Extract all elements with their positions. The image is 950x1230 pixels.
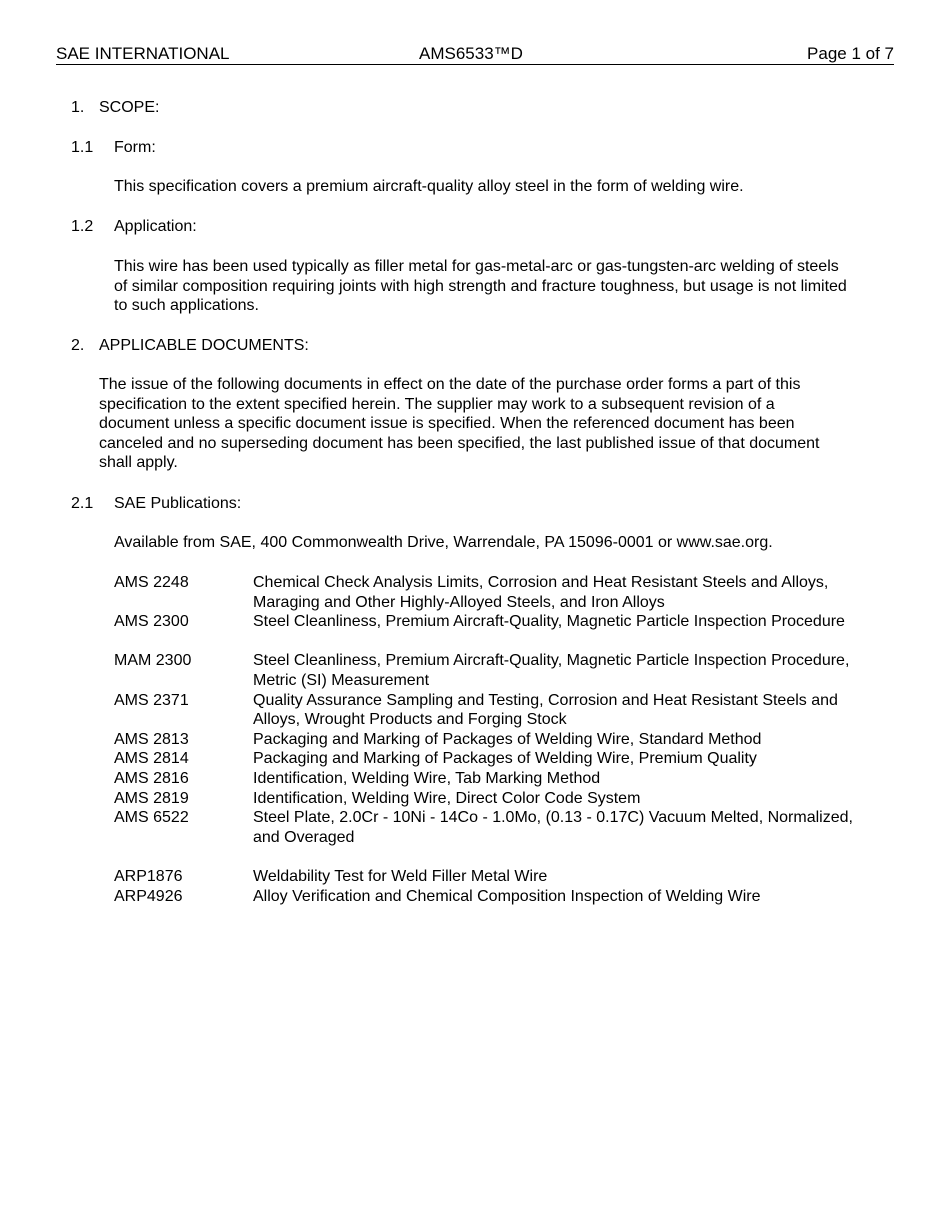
document-title: Packaging and Marking of Packages of Welding Wire, Premium Quality [253, 750, 757, 768]
page-header [56, 44, 894, 65]
document-row [0, 769, 950, 789]
section-1-2-title: Application: [114, 218, 197, 235]
document-code: AMS 2300 [114, 613, 189, 631]
document-row [0, 808, 950, 848]
document-code: ARP4926 [114, 887, 183, 905]
section-2-1-number: 2.1 [71, 495, 94, 512]
document-title: Identification, Welding Wire, Tab Marking Method [253, 770, 601, 787]
document-row [0, 887, 950, 907]
document-title: Steel Plate, 2.0Cr - 10Ni - 14Co - 1.0Mo, (0.13 - 0.17C) Vacuum Melted, Normalized, and Overaged [253, 809, 853, 846]
section-2-1-text: Available from SAE, 400 Commonwealth Drive, Warrendale, PA 15096-0001 or www.sae.org. [114, 534, 773, 551]
section-1-title: SCOPE: [99, 99, 160, 116]
document-title: Alloy Verification and Chemical Composition Inspection of Welding Wire [253, 887, 761, 905]
document-code: MAM 2300 [114, 652, 192, 670]
document-code: AMS 2816 [114, 770, 189, 787]
document-title: Steel Cleanliness, Premium Aircraft-Quality, Magnetic Particle Inspection Procedure [253, 613, 845, 631]
document-row [0, 691, 950, 731]
document-row [0, 612, 950, 652]
section-2-title: APPLICABLE DOCUMENTS: [99, 337, 309, 354]
document-title: Identification, Welding Wire, Direct Color Code System [253, 789, 641, 807]
section-1-1-number: 1.1 [71, 139, 94, 156]
header-document-number: AMS6533™D [419, 44, 523, 63]
document-title: Chemical Check Analysis Limits, Corrosion and Heat Resistant Steels and Alloys, Maraging and Other Highly-Alloyed Steels, and Iron Alloys [253, 574, 829, 611]
document-title: Quality Assurance Sampling and Testing, Corrosion and Heat Resistant Steels and Alloys, Wrought Products and Forging Stock [253, 691, 838, 729]
document-row [0, 573, 950, 613]
document-code: AMS 2819 [114, 789, 189, 807]
header-page-number: Page 1 of 7 [807, 44, 894, 63]
document-row [0, 867, 950, 887]
document-title: Packaging and Marking of Packages of Welding Wire, Standard Method [253, 730, 762, 748]
document-code: AMS 2813 [114, 730, 189, 748]
section-1-2-text: This wire has been used typically as filler metal for gas-metal-arc or gas-tungsten-arc welding of steels of similar composition requiring joints with high strength and fracture toughness, but usage is not limited to such applications. [114, 258, 847, 315]
document-code: AMS 2814 [114, 750, 189, 768]
section-2-number: 2. [71, 337, 85, 354]
section-1-1-title: Form: [114, 139, 156, 156]
document-row [0, 789, 950, 809]
document-code: AMS 2371 [114, 691, 189, 709]
document-title: Steel Cleanliness, Premium Aircraft-Quality, Magnetic Particle Inspection Procedure, Metric (SI) Measurement [253, 652, 850, 689]
section-1-1-text: This specification covers a premium aircraft-quality alloy steel in the form of welding wire. [114, 178, 744, 195]
document-title: Weldability Test for Weld Filler Metal Wire [253, 868, 548, 885]
section-1-number: 1. [71, 99, 85, 116]
document-row [0, 730, 950, 750]
document-row [0, 749, 950, 769]
document-code: ARP1876 [114, 868, 183, 885]
section-2-text: The issue of the following documents in effect on the date of the purchase order forms a part of this specification to the extent specified herein. The supplier may work to a subsequent revision of a document unless a specific document issue is specified. When the referenced document has been canceled and no superseding document has been specified, the last published issue of that document shall apply. [99, 376, 820, 472]
section-2-1-title: SAE Publications: [114, 495, 242, 512]
document-code: AMS 2248 [114, 574, 189, 591]
document-row [0, 651, 950, 691]
document-code: AMS 6522 [114, 809, 189, 827]
section-1-2-number: 1.2 [71, 218, 94, 235]
header-organization: SAE INTERNATIONAL [56, 44, 230, 63]
